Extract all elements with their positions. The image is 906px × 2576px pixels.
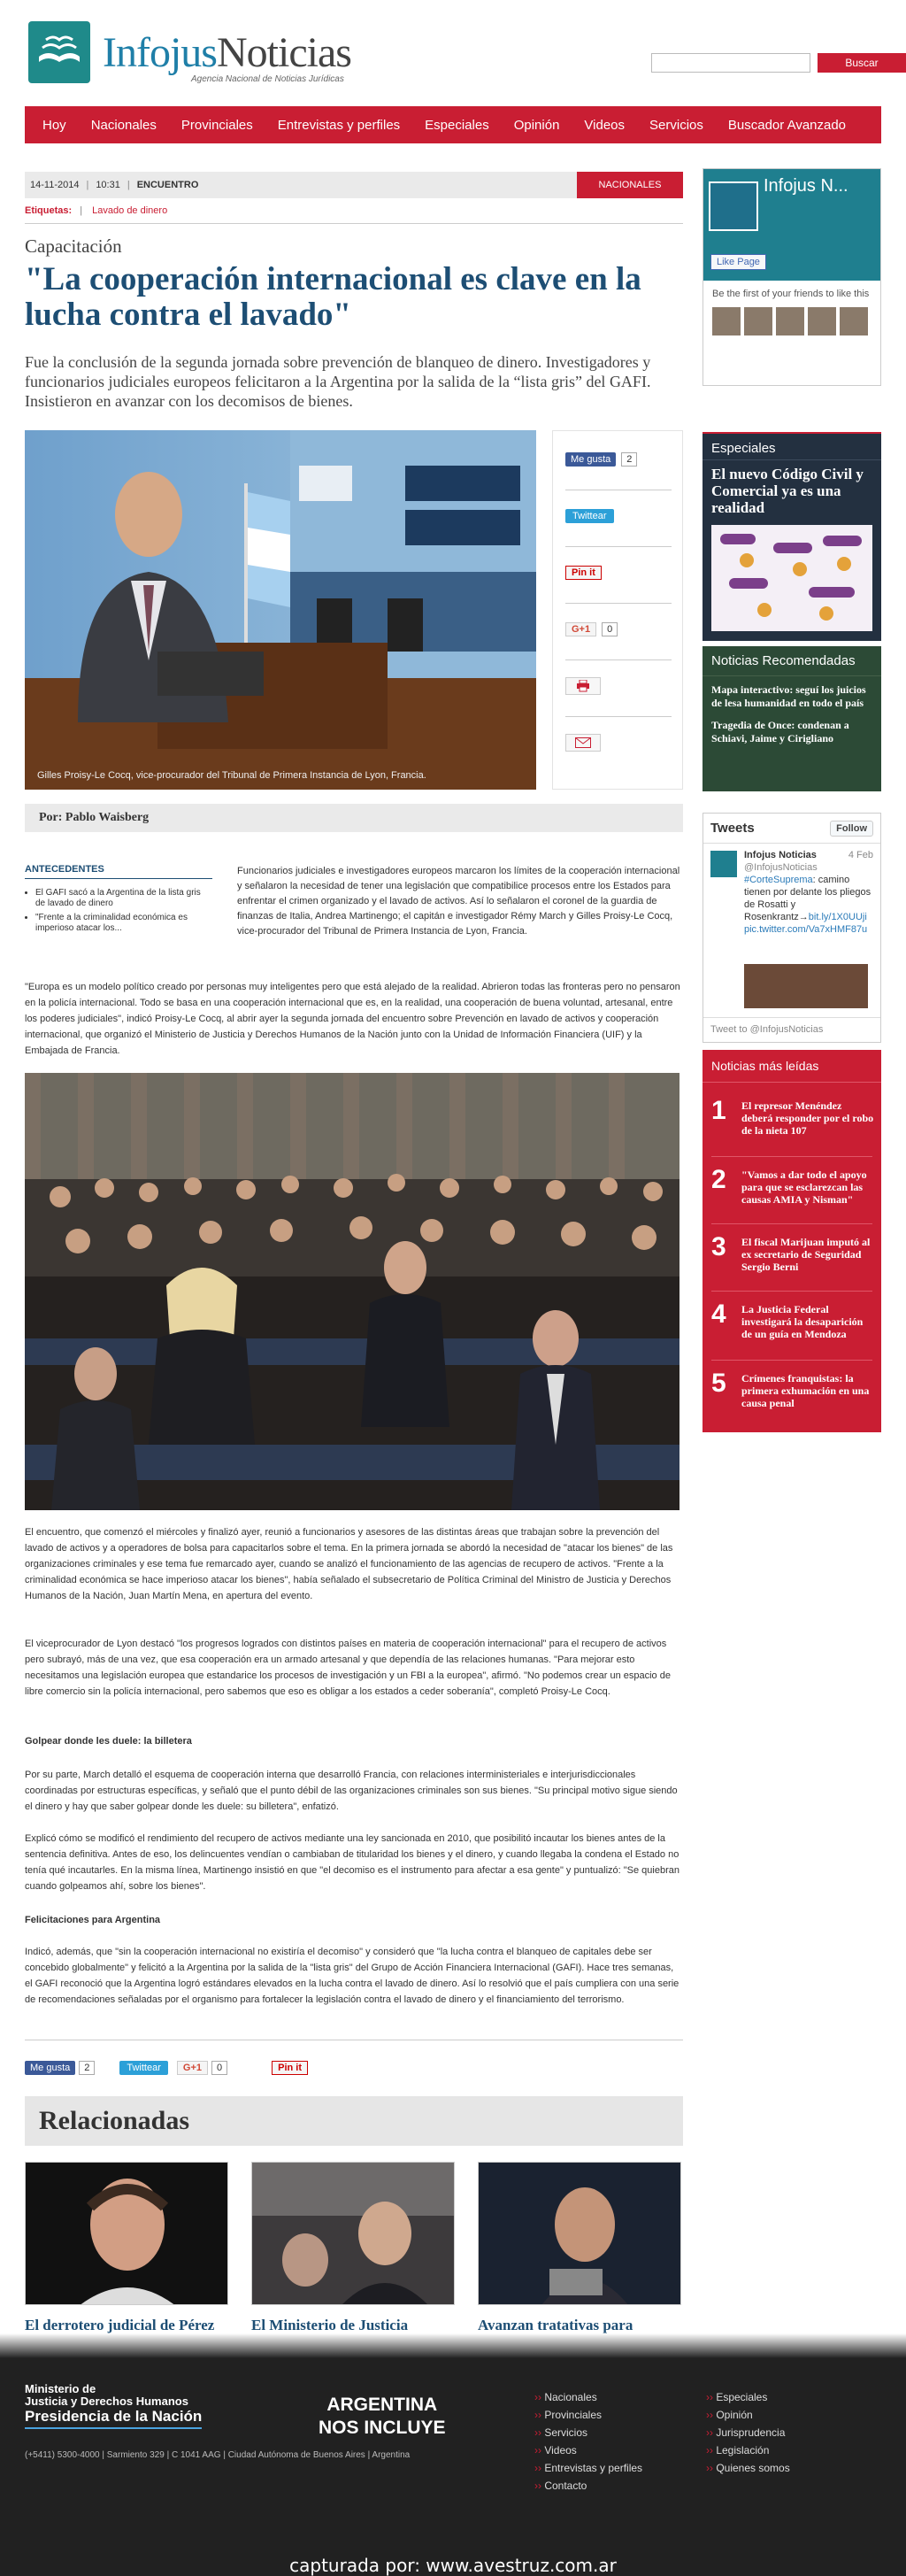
facebook-banner[interactable] xyxy=(703,169,880,281)
related-heading: Relacionadas xyxy=(25,2096,683,2146)
antecedentes-title: ANTECEDENTES xyxy=(25,864,212,879)
tweet xyxy=(703,844,880,941)
facebook-friends-text: Be the first of your friends to like this xyxy=(712,289,870,299)
main-nav xyxy=(25,106,881,143)
facebook-like[interactable] xyxy=(565,451,637,468)
article-subheading: Felicitaciones para Argentina xyxy=(25,1915,161,1925)
share-sidebar xyxy=(552,430,683,790)
tweet-date[interactable]: 4 Feb xyxy=(848,850,873,860)
antecedentes-box xyxy=(25,864,212,937)
tweet-text xyxy=(744,874,873,936)
tag-link[interactable]: Lavado de dinero xyxy=(92,205,168,216)
twitter-share[interactable] xyxy=(565,507,614,525)
byline: Por: Pablo Waisberg xyxy=(25,804,683,832)
facebook-like-count: 2 xyxy=(621,452,637,467)
article-meta-bar: 14-11-2014 | 10:31 | ENCUENTRO NACIONALES xyxy=(25,172,683,198)
related-card[interactable] xyxy=(25,2162,228,2349)
especiales-title[interactable]: El nuevo Código Civil y Comercial ya es una realidad xyxy=(711,466,864,516)
book-icon xyxy=(35,30,83,74)
pin-it-button[interactable]: Pin it xyxy=(272,2061,308,2075)
capture-credit: capturada por: www.avestruz.com.ar xyxy=(289,2555,617,2576)
nav-especiales[interactable]: Especiales xyxy=(425,117,489,133)
tweets-label: Tweets xyxy=(710,821,755,836)
tweet-body: : camino tienen por delante los pliegos de Rosatti y Rosenkrantz→ xyxy=(744,875,871,922)
antecedente-link[interactable]: • El GAFI sacó a la Argentina de la lista gris de lavado de dinero xyxy=(35,888,212,909)
ministry-line2: Justicia y Derechos Humanos xyxy=(25,2395,188,2408)
nav-opinion[interactable]: Opinión xyxy=(513,117,560,133)
antecedente-link[interactable]: • "Frente a la criminalidad económica es imperioso atacar los... xyxy=(35,913,212,934)
tweet-author[interactable]: Infojus Noticias xyxy=(744,850,817,860)
footer-link[interactable]: ›› Servicios xyxy=(534,2424,642,2441)
article-headline: "La cooperación internacional es clave en la lucha contra el lavado" xyxy=(25,261,641,333)
google-plus-count: 0 xyxy=(602,622,618,636)
facebook-page-widget xyxy=(703,168,881,386)
tweet-button[interactable]: Twittear xyxy=(119,2061,168,2075)
argentina-logo[interactable] xyxy=(319,2394,446,2440)
footer-links-col1 xyxy=(534,2388,642,2495)
article-intro: Funcionarios judiciales e investigadores europeos marcaron los límites de la cooperación internacional y señalaron la necesidad de tener una legislación que compatibilice procesos entre los Estados para enfrentar el crimen organizado y el lavado de activos. Así lo señalaron el coronel de la guardia de finanzas de Italia, Andrea Martinengo; el capitán e investigador Rémy March y Gilles Proisy-Le Cocq, vice-procurador del Tribunal de Primera Instancia de Lyon, Francia. xyxy=(237,866,680,937)
tweet-link[interactable]: bit.ly/1X0UUji pic.twitter.com/Va7xHMF87u xyxy=(744,912,868,935)
facebook-page-name[interactable]: Infojus N... xyxy=(764,176,848,196)
footer-link[interactable]: ›› Especiales xyxy=(706,2388,790,2406)
ministry-line1: Ministerio de xyxy=(25,2382,96,2395)
facebook-like-count: 2 xyxy=(79,2061,95,2075)
site-footer xyxy=(0,2358,906,2576)
top-news-title[interactable]: "Vamos a dar todo el apoyo para que se esclarezcan las causas AMIA y Nisman" xyxy=(741,1168,867,1206)
pin-it-button[interactable]: Pin it xyxy=(565,566,602,580)
tweet-hashtag[interactable]: #CorteSuprema xyxy=(744,875,813,885)
footer-link[interactable]: ›› Contacto xyxy=(534,2477,642,2495)
twitter-widget xyxy=(703,813,881,1043)
print-icon[interactable] xyxy=(565,677,601,695)
top-news-number: 2 xyxy=(711,1165,726,1194)
mas-leidas-widget xyxy=(703,1050,881,1432)
top-news-number: 3 xyxy=(711,1232,726,1261)
article-paragraph: El viceprocurador de Lyon destacó "los progresos logrados con distintos países en materia de cooperación internacional" para el recupero de activos pero subrayó, más de una vez, que esa cooperación era un armado artesanal y que dependía de las relaciones humanas. "Para mejorar esto necesitamos una legislación europea que estandarice los procesos de investigación y un FBI a la europea", afirmó. "No podemos crear un espacio de libre comercio sin la policía internacional, pero sabemos que eso es obligar a los estados a ceder soberanía", completó Proisy-Le Cocq. xyxy=(25,1639,671,1697)
top-news-title[interactable]: Crímenes franquistas: la primera exhumación en una causa penal xyxy=(741,1372,870,1409)
ministry-line3: Presidencia de la Nación xyxy=(25,2408,202,2429)
facebook-faces xyxy=(703,307,880,335)
logo-icon[interactable] xyxy=(28,21,90,83)
search-button[interactable]: Buscar xyxy=(818,53,906,73)
footer-link[interactable]: ›› Nacionales xyxy=(534,2388,642,2406)
mail-icon[interactable] xyxy=(565,734,601,752)
nav-nacionales[interactable]: Nacionales xyxy=(90,117,157,133)
site-header xyxy=(25,19,881,90)
related-title[interactable]: Avanzan tratativas para xyxy=(478,2317,633,2333)
article-time: 10:31 xyxy=(96,180,120,190)
tweet-to-input[interactable]: Tweet to @InfojusNoticias xyxy=(703,1017,880,1042)
top-news-number: 5 xyxy=(711,1369,726,1398)
facebook-like-button[interactable]: Me gusta xyxy=(25,2061,75,2075)
facebook-like-button[interactable]: Me gusta xyxy=(565,452,616,467)
facebook-like-page-button[interactable]: Like Page xyxy=(710,254,766,270)
article-paragraph: Por su parte, March detalló el esquema de cooperación interna que desarrolló Francia, con relaciones interministeriales e interjurisdiccionales coordinadas por estructuras específicas, y señaló que el punto débil de las organizaciones criminales son sus bienes. "Su principal motivo sigue siendo el dinero y hay que saber golpear donde les duele: su billetera", enfatizó. xyxy=(25,1770,678,1812)
article-paragraph: "Europa es un modelo político creado por personas muy inteligentes pero que está alejado de la realidad. Abrieron todas las fronteras pero no pensaron en la policía internacional. Todo se basa en una cooperación internacional que es, en la realidad, una cooperación de buena voluntad, artesanal, entre los poderes judiciales", indicó Proisy-Le Cocq, al abrir ayer la segunda jornada del encuentro sobre Prevención en lavado de activos y cooperación internacional, que organizó el Ministerio de Justicia y Derechos Humanos de la Nación junto con la Unidad de Información Financiera (UIF) y la Embajada de Francia. xyxy=(25,982,680,1056)
top-news-title[interactable]: El fiscal Marijuan imputó al ex secretario de Seguridad Sergio Berni xyxy=(741,1236,871,1273)
google-plus-share[interactable] xyxy=(565,621,618,638)
top-news-title[interactable]: El represor Menéndez deberá responder por el robo de la nieta 107 xyxy=(741,1099,874,1137)
article-paragraph: Explicó cómo se modificó el rendimiento del recupero de activos mediante una ley sancionada en 2010, que posibilitó incautar los bienes antes de la sentencia definitiva. Antes de eso, los delincuentes vendían o cambiaban de titularidad los bienes y el dinero, y cuando llegaba la condena el Estado no tenía qué incautarles. En la misma línea, Martinengo insistió en que "el decomiso es el instrumento para afectar a esa gente" y puntualizó: "Se quiebran cuando golpeamos ahí, sobre los bienes". xyxy=(25,1833,680,1892)
google-plus-button[interactable]: G+1 xyxy=(565,622,596,636)
recomendada-link[interactable]: Tragedia de Once: condenan a Schiavi, Jaime y Cirigliano xyxy=(711,719,849,744)
email-button[interactable] xyxy=(565,734,601,752)
top-news-item[interactable] xyxy=(711,1165,874,1225)
article-section: ENCUENTRO xyxy=(136,180,199,190)
related-title[interactable]: El Ministerio de Justicia xyxy=(251,2317,409,2333)
footer-link[interactable]: ›› Videos xyxy=(534,2441,642,2459)
footer-address: (+5411) 5300-4000 | Sarmiento 329 | C 1041 AAG | Ciudad Autónoma de Buenos Aires | Argentina xyxy=(25,2450,411,2460)
photo-caption: Gilles Proisy-Le Cocq, vice-procurador del Tribunal de Primera Instancia de Lyon, Francia. xyxy=(37,770,426,781)
tweet-handle[interactable]: @InfojusNoticias xyxy=(744,862,818,873)
page-avatar xyxy=(709,181,758,231)
top-news-number: 4 xyxy=(711,1300,726,1329)
article-paragraph: Indicó, además, que "sin la cooperación internacional no existiría el decomiso" y consideró que "la lucha contra el blanqueo de capitales debe ser concebido globalmente" y felicitó a la Argentina por la salida de la "lista gris" del Grupo de Acción Financiera Internacional (GAFI). Hace tres semanas, el GAFI reconoció que la Argentina logró estándares elevados en la lucha contra el lavado de dinero. Así lo resolvió que el país cumpliera con una serie de recomendaciones señaladas por el organismo para fortalecer la legislación contra el lavado de dinero y el financiamiento del terrorismo. xyxy=(25,1947,680,2005)
tweet-button[interactable]: Twittear xyxy=(565,509,614,523)
tags: Etiquetas: | Lavado de dinero xyxy=(25,205,168,216)
recomendadas-label: Noticias Recomendadas xyxy=(703,646,881,676)
ministry-logo[interactable] xyxy=(25,2383,202,2429)
nav-buscador-avanzado[interactable]: Buscador Avanzado xyxy=(727,117,847,133)
pinterest-share[interactable] xyxy=(565,564,602,582)
share-bar-bottom xyxy=(25,2057,683,2079)
article-date: 14-11-2014 xyxy=(30,180,80,190)
divider xyxy=(25,223,683,224)
especiales-label: Especiales xyxy=(703,434,881,460)
related-thumbnail[interactable] xyxy=(478,2162,681,2305)
search-input[interactable] xyxy=(651,53,810,73)
footer-link[interactable]: ›› Legislación xyxy=(706,2441,790,2459)
top-news-number: 1 xyxy=(711,1096,726,1125)
article-lead: Fue la conclusión de la segunda jornada sobre prevención de blanqueo de dinero. Investigadores y funcionarios judiciales europeos felicitaron a la Argentina por la salida de la “lista gris” del GAFI. Insistieron en avanzar con los decomisos de bienes. xyxy=(25,353,651,410)
google-plus-button[interactable]: G+1 xyxy=(177,2061,208,2075)
footer-link[interactable]: ›› Jurisprudencia xyxy=(706,2424,790,2441)
article-main-photo xyxy=(25,430,536,790)
mas-leidas-label: Noticias más leídas xyxy=(703,1050,881,1083)
related-thumbnail[interactable] xyxy=(25,2162,228,2305)
article-kicker: Capacitación xyxy=(25,235,122,257)
audience-photo xyxy=(25,1073,680,1510)
nav-videos[interactable]: Videos xyxy=(584,117,626,133)
audience-image xyxy=(25,1073,680,1510)
nav-servicios[interactable]: Servicios xyxy=(649,117,703,133)
footer-links-col2 xyxy=(706,2388,790,2477)
article-paragraph: El encuentro, que comenzó el miércoles y finalizó ayer, reunió a funcionarios y asesores de las distintas áreas que trabajan sobre la prevención del lavado de activos y a operadores de bolsa para capacitarlos sobre el tema. En la primera jornada se abordó la necesidad de "atacar los bienes" de las organizaciones criminales y ese tema fue remarcado ayer, cuando se analizó el funcionamiento de las agencias de recupero de activos. "Frente a la criminalidad económica se hace imperioso atacar los bienes", había señalado el subsecretario de Política Criminal del Ministro de Justicia y Derechos Humanos de la Nación, Juan Martín Mena, en apertura del evento. xyxy=(25,1527,673,1601)
tweet-image[interactable] xyxy=(744,964,868,1008)
especiales-image[interactable] xyxy=(711,525,872,631)
top-news-item[interactable] xyxy=(711,1369,874,1429)
logo-subtitle: Agencia Nacional de Noticias Jurídicas xyxy=(191,74,344,84)
speaker-photo xyxy=(25,430,536,790)
recomendadas-widget xyxy=(703,646,881,791)
footer-link[interactable]: ›› Quienes somos xyxy=(706,2459,790,2477)
recomendada-link[interactable]: Mapa interactivo: seguí los juicios de lesa humanidad en todo el país xyxy=(711,683,866,709)
footer-shade xyxy=(0,2333,906,2358)
especiales-widget xyxy=(703,432,881,641)
nav-provinciales[interactable]: Provinciales xyxy=(180,117,253,133)
related-thumbnail[interactable] xyxy=(251,2162,455,2305)
related-title[interactable]: El derrotero judicial de Pérez xyxy=(25,2317,215,2333)
footer-link[interactable]: ›› Opinión xyxy=(706,2406,790,2424)
top-news-item[interactable] xyxy=(711,1096,874,1156)
top-news-item[interactable] xyxy=(711,1232,874,1292)
nav-hoy[interactable]: Hoy xyxy=(42,117,66,133)
category-badge[interactable]: NACIONALES xyxy=(577,172,683,198)
print-button[interactable] xyxy=(565,677,601,695)
footer-link[interactable]: ›› Provinciales xyxy=(534,2406,642,2424)
top-news-title[interactable]: La Justicia Federal investigará la desaparición de un guía en Mendoza xyxy=(741,1303,864,1340)
twitter-avatar[interactable] xyxy=(710,851,737,877)
argentina-line1: ARGENTINA xyxy=(326,2395,438,2415)
argentina-line2: NOS INCLUYE xyxy=(319,2418,446,2438)
article-subheading: Golpear donde les duele: la billetera xyxy=(25,1736,192,1747)
twitter-header xyxy=(703,814,880,844)
top-news-item[interactable] xyxy=(711,1300,874,1360)
nav-entrevistas[interactable]: Entrevistas y perfiles xyxy=(277,117,401,133)
google-plus-count: 0 xyxy=(211,2061,227,2075)
twitter-follow-button[interactable]: Follow xyxy=(830,821,873,837)
tags-label: Etiquetas: xyxy=(25,205,73,216)
logo-title[interactable]: InfojusNoticias xyxy=(103,29,351,76)
footer-link[interactable]: ›› Entrevistas y perfiles xyxy=(534,2459,642,2477)
